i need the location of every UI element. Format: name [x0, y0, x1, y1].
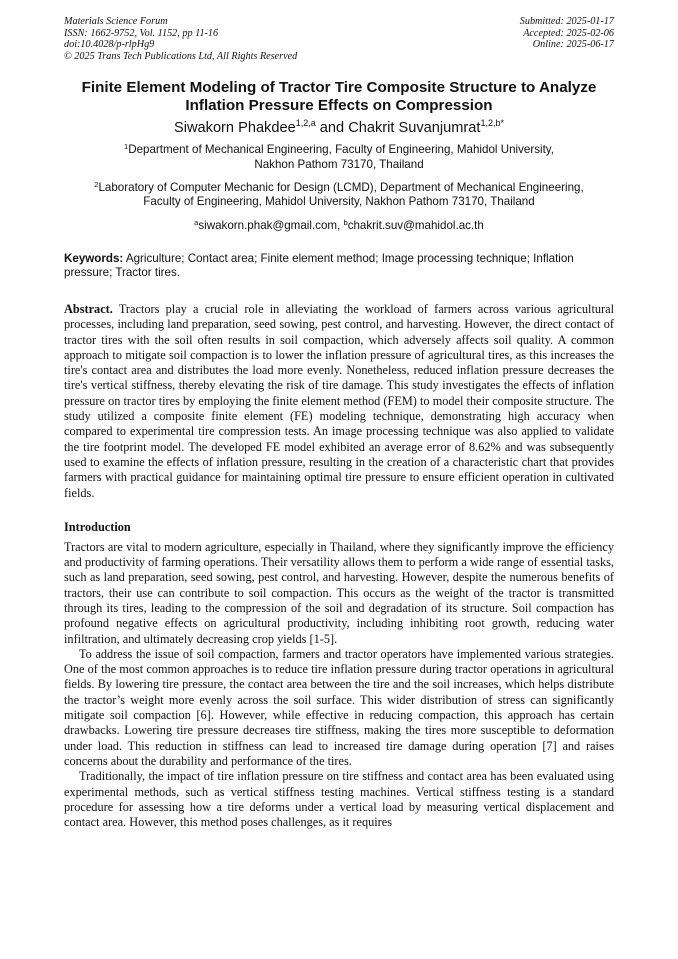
- abstract: [64, 302, 614, 501]
- abstract-label: Abstract.: [64, 301, 113, 316]
- paper-title: Finite Element Modeling of Tractor Tire Composite Structure to Analyze Inflation Pressure Effects on Compression: [81, 79, 597, 115]
- author-1-affiliation: 1,2,a: [295, 118, 316, 129]
- journal-name: Materials Science Forum: [64, 16, 168, 27]
- affiliation-1-line-1: [64, 143, 614, 158]
- email-1[interactable]: siwakorn.phak@gmail.com: [198, 218, 338, 232]
- affiliation-2-line-1: [64, 181, 614, 196]
- affiliation-1-marker: 1: [124, 142, 129, 152]
- author-emails: [64, 219, 614, 233]
- author-2: Chakrit Suvanjumrat: [348, 120, 481, 137]
- author-1: Siwakorn Phakdee: [174, 120, 296, 137]
- affiliation-2-line-2: Faculty of Engineering, Mahidol University, Nakhon Pathom 73170, Thailand: [143, 195, 535, 209]
- introduction-paragraph-1: Tractors are vital to modern agriculture, especially in Thailand, where they significantly improve the efficiency and productivity of farming operations. Their versatility allows them to perform a wide range of essential tasks, such as land preparation, seed sowing, pest control, and harvesting. However, despite the numerous benefits of tractors, their use can contribute to soil compaction. This occurs as the weight of the tractor is transmitted through its tires, leading to the compression of the soil and degradation of its structure. Soil compaction has profound negative effects on agricultural productivity, including inhibiting root growth, reducing water infiltration, and ultimately decreasing crop yields [1-5].: [64, 539, 614, 646]
- journal-copyright: © 2025 Trans Tech Publications Ltd, All Rights Reserved: [64, 50, 298, 62]
- author-list: [64, 119, 614, 137]
- email-separator: ,: [337, 218, 344, 232]
- affiliation-2: [64, 181, 614, 210]
- submitted-date: Submitted: 2025-01-17: [519, 16, 614, 27]
- introduction-paragraph-3: Traditionally, the impact of tire inflation pressure on tire stiffness and contact area has been evaluated using experimental methods, such as vertical stiffness testing machines. Vertical stiffness testing is a standard procedure for assessing how a tire deforms under a vertical load by measuring vertical displacement and contact area. However, this method poses challenges, as it requires: [64, 769, 614, 830]
- accepted-date: Accepted: 2025-02-06: [523, 27, 614, 39]
- online-date: Online: 2025-06-17: [532, 39, 614, 51]
- keywords-text: Agriculture; Contact area; Finite element method; Image processing technique; Inflation pressure; Tractor tires.: [64, 251, 574, 280]
- email-1-marker: a: [194, 217, 199, 227]
- journal-issn: ISSN: 1662-9752, Vol. 1152, pp 11-16: [64, 27, 219, 39]
- keywords-label: Keywords:: [64, 251, 124, 265]
- email-2[interactable]: chakrit.suv@mahidol.ac.th: [347, 218, 484, 232]
- email-2-marker: b: [343, 217, 348, 227]
- affiliation-1-line-2: Nakhon Pathom 73170, Thailand: [254, 157, 424, 171]
- abstract-text: Tractors play a crucial role in alleviating the workload of farmers across various agricultural processes, including land preparation, seed sowing, pest control, and harvesting. However, the direct contact of tractor tires with the soil often results in soil compaction, which adversely affects soil quality. A common approach to mitigate soil compaction is to lower the inflation pressure of agricultural tires, as this increases the tire's contact area and distributes the load more evenly. Nonetheless, reduced inflation pressure decreases the tire's vertical stiffness, thereby elevating the risk of tire damage. This study investigates the effects of inflation pressure on tractor tires by employing the finite element method (FEM) to model their composite structure. The study utilized a composite finite element (FE) modeling technique, demonstrating high accuracy when compared to experimental tire compression tests. An image processing technique was also applied to validate the tire footprint model. The developed FE model exhibited an average error of 8.62% and was subsequently used to examine the effects of inflation pressure, resulting in the creation of a characteristic chart that provides farmers with practical guidance for maintaining optimal tire pressure to ensure efficient operation in cultivated fields.: [64, 301, 614, 500]
- introduction-paragraph-2: To address the issue of soil compaction, farmers and tractor operators have implemented various strategies. One of the most common approaches is to reduce tire inflation pressure during tractor operations in agricultural fields. By lowering tire pressure, the contact area between the tire and the soil increases, which helps distribute the tractor’s weight more evenly across the soil surface. This wider distribution of stress can significantly mitigate soil compaction [6]. However, while effective in reducing compaction, this approach has certain drawbacks. Lowering tire pressure decreases tire stiffness, making the tires more susceptible to deformation under load. This reduction in stiffness can lead to increased tire damage during operation [7] and raises concerns about the durability and performance of the tires.: [64, 646, 614, 768]
- affiliation-1: [64, 143, 614, 172]
- author-conjunction: and: [315, 120, 349, 137]
- author-2-affiliation: 1,2,b*: [480, 118, 504, 129]
- journal-doi[interactable]: doi:10.4028/p-rlpHg9: [64, 39, 155, 51]
- journal-info: [64, 16, 297, 62]
- publication-dates: [520, 16, 614, 62]
- keywords: [64, 252, 614, 281]
- affiliation-1-text-1: Department of Mechanical Engineering, Faculty of Engineering, Mahidol University,: [128, 143, 554, 157]
- affiliation-2-text-1: Laboratory of Computer Mechanic for Design (LCMD), Department of Mechanical Engineering,: [98, 180, 584, 194]
- affiliation-2-marker: 2: [94, 179, 99, 189]
- introduction-heading: Introduction: [64, 519, 131, 534]
- journal-header: [64, 16, 614, 62]
